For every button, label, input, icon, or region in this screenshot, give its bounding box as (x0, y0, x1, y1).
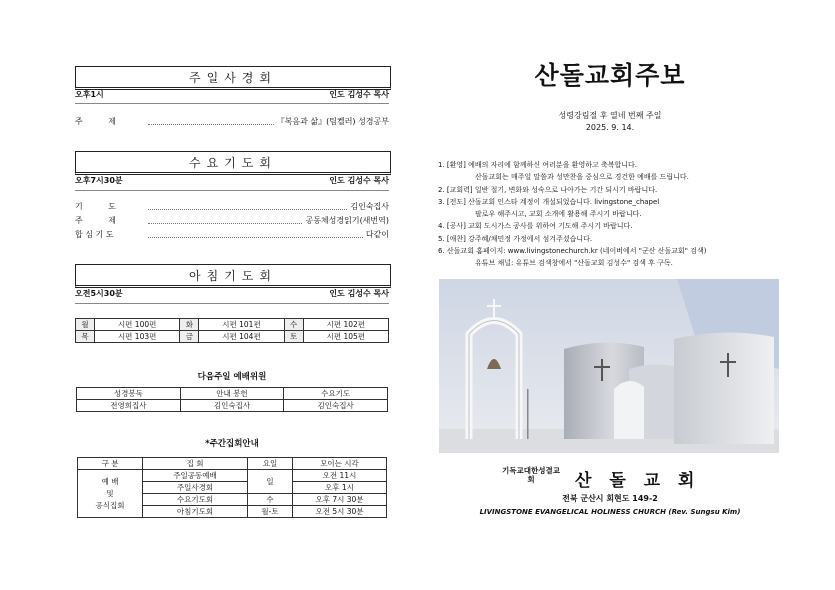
notice-item: 2. [교회력] 일반 절기, 변화와 성숙으로 나아가는 기간 되시기 바랍니다. (438, 185, 658, 194)
morning-info-row (75, 288, 389, 299)
theme-label: 주 제 (75, 117, 116, 126)
table-cell: 주일사경회 (143, 482, 248, 494)
table-header: 성경봉독 (77, 388, 181, 400)
table-cell: 시편 100편 (95, 319, 180, 331)
sunday-time: 오후1시 (75, 90, 104, 99)
next-week-title: 다음주일 예배위원 (197, 372, 267, 382)
notice-item: 3. [전도] 산돌교회 인스타 계정이 개설되었습니다. livingstone_chapel (438, 197, 660, 206)
weekly-table (77, 457, 387, 518)
line-value: 김인숙집사 (350, 202, 389, 211)
table-header: 수요기도 (284, 388, 388, 400)
church-address: 전북 군산시 회현도 149-2 (562, 494, 658, 503)
table-header: 요일 (248, 458, 293, 470)
table-cell: 금 (180, 331, 199, 343)
table-cell: 화 (180, 319, 199, 331)
notice-item: 팔로우 해주시고, 교회 소개에 활용해 주시기 바랍니다. (475, 210, 642, 219)
sunday-theme-row (75, 116, 389, 127)
weekly-title: *주간집회안내 (205, 439, 259, 449)
morning-schedule-table (75, 318, 389, 343)
notice-item: 산돌교회는 매주일 말씀과 성만찬을 중심으로 경건한 예배를 드립니다. (475, 173, 689, 182)
theme-value: 『복음과 삶』(팀켈러) 성경공부 (276, 117, 389, 126)
table-cell: 수 (284, 319, 303, 331)
church-name: 산 돌 교 회 (575, 471, 701, 491)
church-illustration (439, 279, 779, 453)
bulletin-date: 2025. 9. 14. (585, 123, 635, 132)
category-cell (78, 470, 143, 518)
divider (75, 303, 389, 304)
sunday-service-title: 주일사경회 (75, 66, 391, 90)
table-cell: 월 (76, 319, 95, 331)
table-cell: 김인숙집사 (284, 400, 388, 412)
table-header: 안내 봉헌 (180, 388, 284, 400)
dot-leader (148, 118, 274, 125)
table-cell: 수요기도회 (143, 494, 248, 506)
category-line: 공식집회 (95, 500, 125, 510)
denomination-logo: 기독교대한성결교회 (502, 466, 560, 484)
table-row (76, 331, 389, 343)
table-row (77, 400, 388, 412)
table-cell: 수 (248, 494, 293, 506)
table-header: 구 분 (78, 458, 143, 470)
notice-item: 유튜브 채널: 유튜브 검색창에서 "산돌교회 김성수" 검색 후 구독. (475, 259, 673, 268)
wednesday-line (75, 201, 389, 212)
table-cell: 시편 104편 (199, 331, 284, 343)
church-photo (439, 279, 779, 453)
table-cell: 전영희집사 (77, 400, 181, 412)
table-cell: 오후 1시 (293, 482, 387, 494)
table-cell: 시편 101편 (199, 319, 284, 331)
divider (75, 103, 389, 104)
line-label: 합 심 기 도 (75, 230, 114, 239)
table-row (76, 319, 389, 331)
table-cell: 목 (76, 331, 95, 343)
line-label: 주 제 (75, 216, 116, 225)
table-cell: 주일공동예배 (143, 470, 248, 482)
notice-item: 6. 산돌교회 홈페이지: www.livingstonechurch.kr (네이버에서 "군산 산돌교회" 검색) (438, 247, 707, 256)
morning-prayer-title: 아침기도회 (75, 264, 391, 288)
table-header: 모이는 시각 (293, 458, 387, 470)
next-week-table (76, 387, 388, 412)
wednesday-time: 오후7시30분 (75, 176, 123, 185)
table-row (78, 470, 387, 482)
table-cell: 오전 5시 30분 (293, 506, 387, 518)
table-cell: 월-토 (248, 506, 293, 518)
table-cell: 토 (284, 331, 303, 343)
category-line: 및 (106, 488, 114, 498)
line-value: 공동체성경읽기(새번역) (305, 216, 389, 225)
wednesday-line (75, 229, 389, 240)
table-cell: 김인숙집사 (180, 400, 284, 412)
table-cell: 일 (248, 470, 293, 494)
sunday-info-row (75, 89, 389, 100)
table-cell: 시편 105편 (303, 331, 388, 343)
dot-leader (148, 231, 363, 238)
wednesday-service-title: 수요기도회 (75, 151, 391, 175)
morning-time: 오전5시30분 (75, 289, 123, 298)
notice-item: 4. [공사] 교회 도시가스 공사를 위하여 기도해 주시기 바랍니다. (438, 222, 633, 231)
dot-leader (148, 203, 347, 210)
line-value: 다같이 (365, 230, 389, 239)
sunday-leader: 인도 김성수 목사 (329, 90, 389, 99)
wednesday-leader: 인도 김성수 목사 (329, 176, 389, 185)
dot-leader (148, 217, 302, 224)
table-cell: 오후 7시 30분 (293, 494, 387, 506)
table-row (78, 458, 387, 470)
table-cell: 아침기도회 (143, 506, 248, 518)
table-cell: 오전 11시 (293, 470, 387, 482)
week-label: 성령강림절 후 열네 번째 주일 (558, 111, 662, 120)
divider (75, 190, 389, 191)
church-english-name: LIVINGSTONE EVANGELICAL HOLINESS CHURCH (Rev. Sungsu Kim) (479, 508, 741, 516)
wednesday-line (75, 215, 389, 226)
wednesday-info-row (75, 175, 389, 186)
notice-item: 5. [애찬] 강주혜/채민정 가정에서 섬겨주셨습니다. (438, 234, 593, 243)
table-row (77, 388, 388, 400)
notice-item: 1. [환영] 예배의 자리에 함께하신 여러분을 환영하고 축복합니다. (438, 161, 637, 169)
notice-list (438, 159, 778, 270)
category-line: 예 배 (101, 476, 119, 486)
morning-leader: 인도 김성수 목사 (329, 289, 389, 298)
bulletin-title: 산돌교회주보 (534, 61, 686, 90)
table-cell: 시편 102편 (303, 319, 388, 331)
table-header: 집 회 (143, 458, 248, 470)
line-label: 기 도 (75, 202, 116, 211)
table-cell: 시편 103편 (95, 331, 180, 343)
